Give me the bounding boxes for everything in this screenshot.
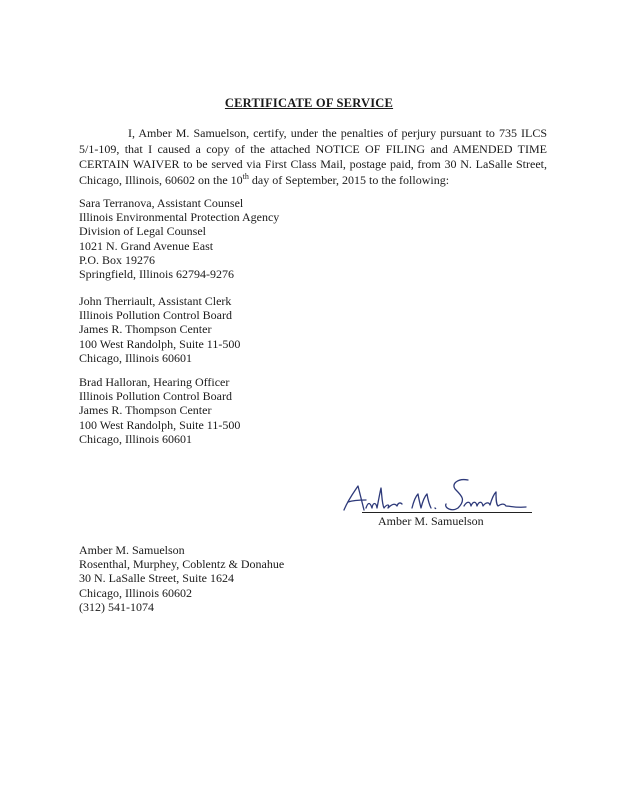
recipient-address-line: James R. Thompson Center [79,322,212,337]
recipient-address-line: Illinois Pollution Control Board [79,389,233,404]
recipient-name-title: Sara Terranova, Assistant Counsel [79,196,244,210]
recipient-address-line: Chicago, Illinois 60601 [79,350,192,365]
recipient-address-line: Division of Legal Counsel [79,224,206,239]
recipient-address-line: James R. Thompson Center [79,403,212,418]
signer-printed-name: Amber M. Samuelson [378,514,484,528]
certification-paragraph [79,126,547,188]
recipient-address-line: Illinois Environmental Protection Agency [79,210,280,225]
certification-text-part2: day of September, 2015 to the following: [248,172,450,187]
sender-address-block [79,543,284,614]
ordinal-suffix: th [242,171,249,181]
sender-phone: (312) 541-1074 [79,599,154,614]
recipient-address-line: P.O. Box 19276 [79,252,156,267]
sender-city: Chicago, Illinois 60602 [79,585,192,600]
recipient-address-block [79,294,240,365]
certification-text-part1: I, Amber M. Samuelson, certify, under the penalties of perjury pursuant to 735 ILCS 5/1-109, that I caused a copy of the attached NOTICE OF FILING and AMENDED TIME CERTAIN WAIVER to be served via First Class Mail, postage paid, from 30 N. LaSalle Street, Chicago, Illinois, 60602 on the 10 [79,126,547,187]
signature-line [362,512,532,513]
recipient-address-block [79,196,279,281]
sender-street: 30 N. LaSalle Street, Suite 1624 [79,571,234,586]
sender-firm: Rosenthal, Murphey, Coblentz & Donahue [79,557,285,572]
handwritten-signature [340,470,540,516]
recipient-address-line: 1021 N. Grand Avenue East [79,238,214,253]
recipient-address-line: Chicago, Illinois 60601 [79,431,192,446]
recipient-address-line: 100 West Randolph, Suite 11-500 [79,417,241,432]
document-title: CERTIFICATE OF SERVICE [224,96,394,110]
recipient-address-line: 100 West Randolph, Suite 11-500 [79,336,241,351]
signature-block [340,470,540,530]
recipient-address-block [79,375,240,446]
recipient-name-title: Brad Halloran, Hearing Officer [79,375,230,389]
sender-name: Amber M. Samuelson [79,543,185,557]
recipient-address-line: Springfield, Illinois 62794-9276 [79,267,234,282]
recipient-name-title: John Therriault, Assistant Clerk [79,294,232,308]
recipient-address-line: Illinois Pollution Control Board [79,308,233,323]
